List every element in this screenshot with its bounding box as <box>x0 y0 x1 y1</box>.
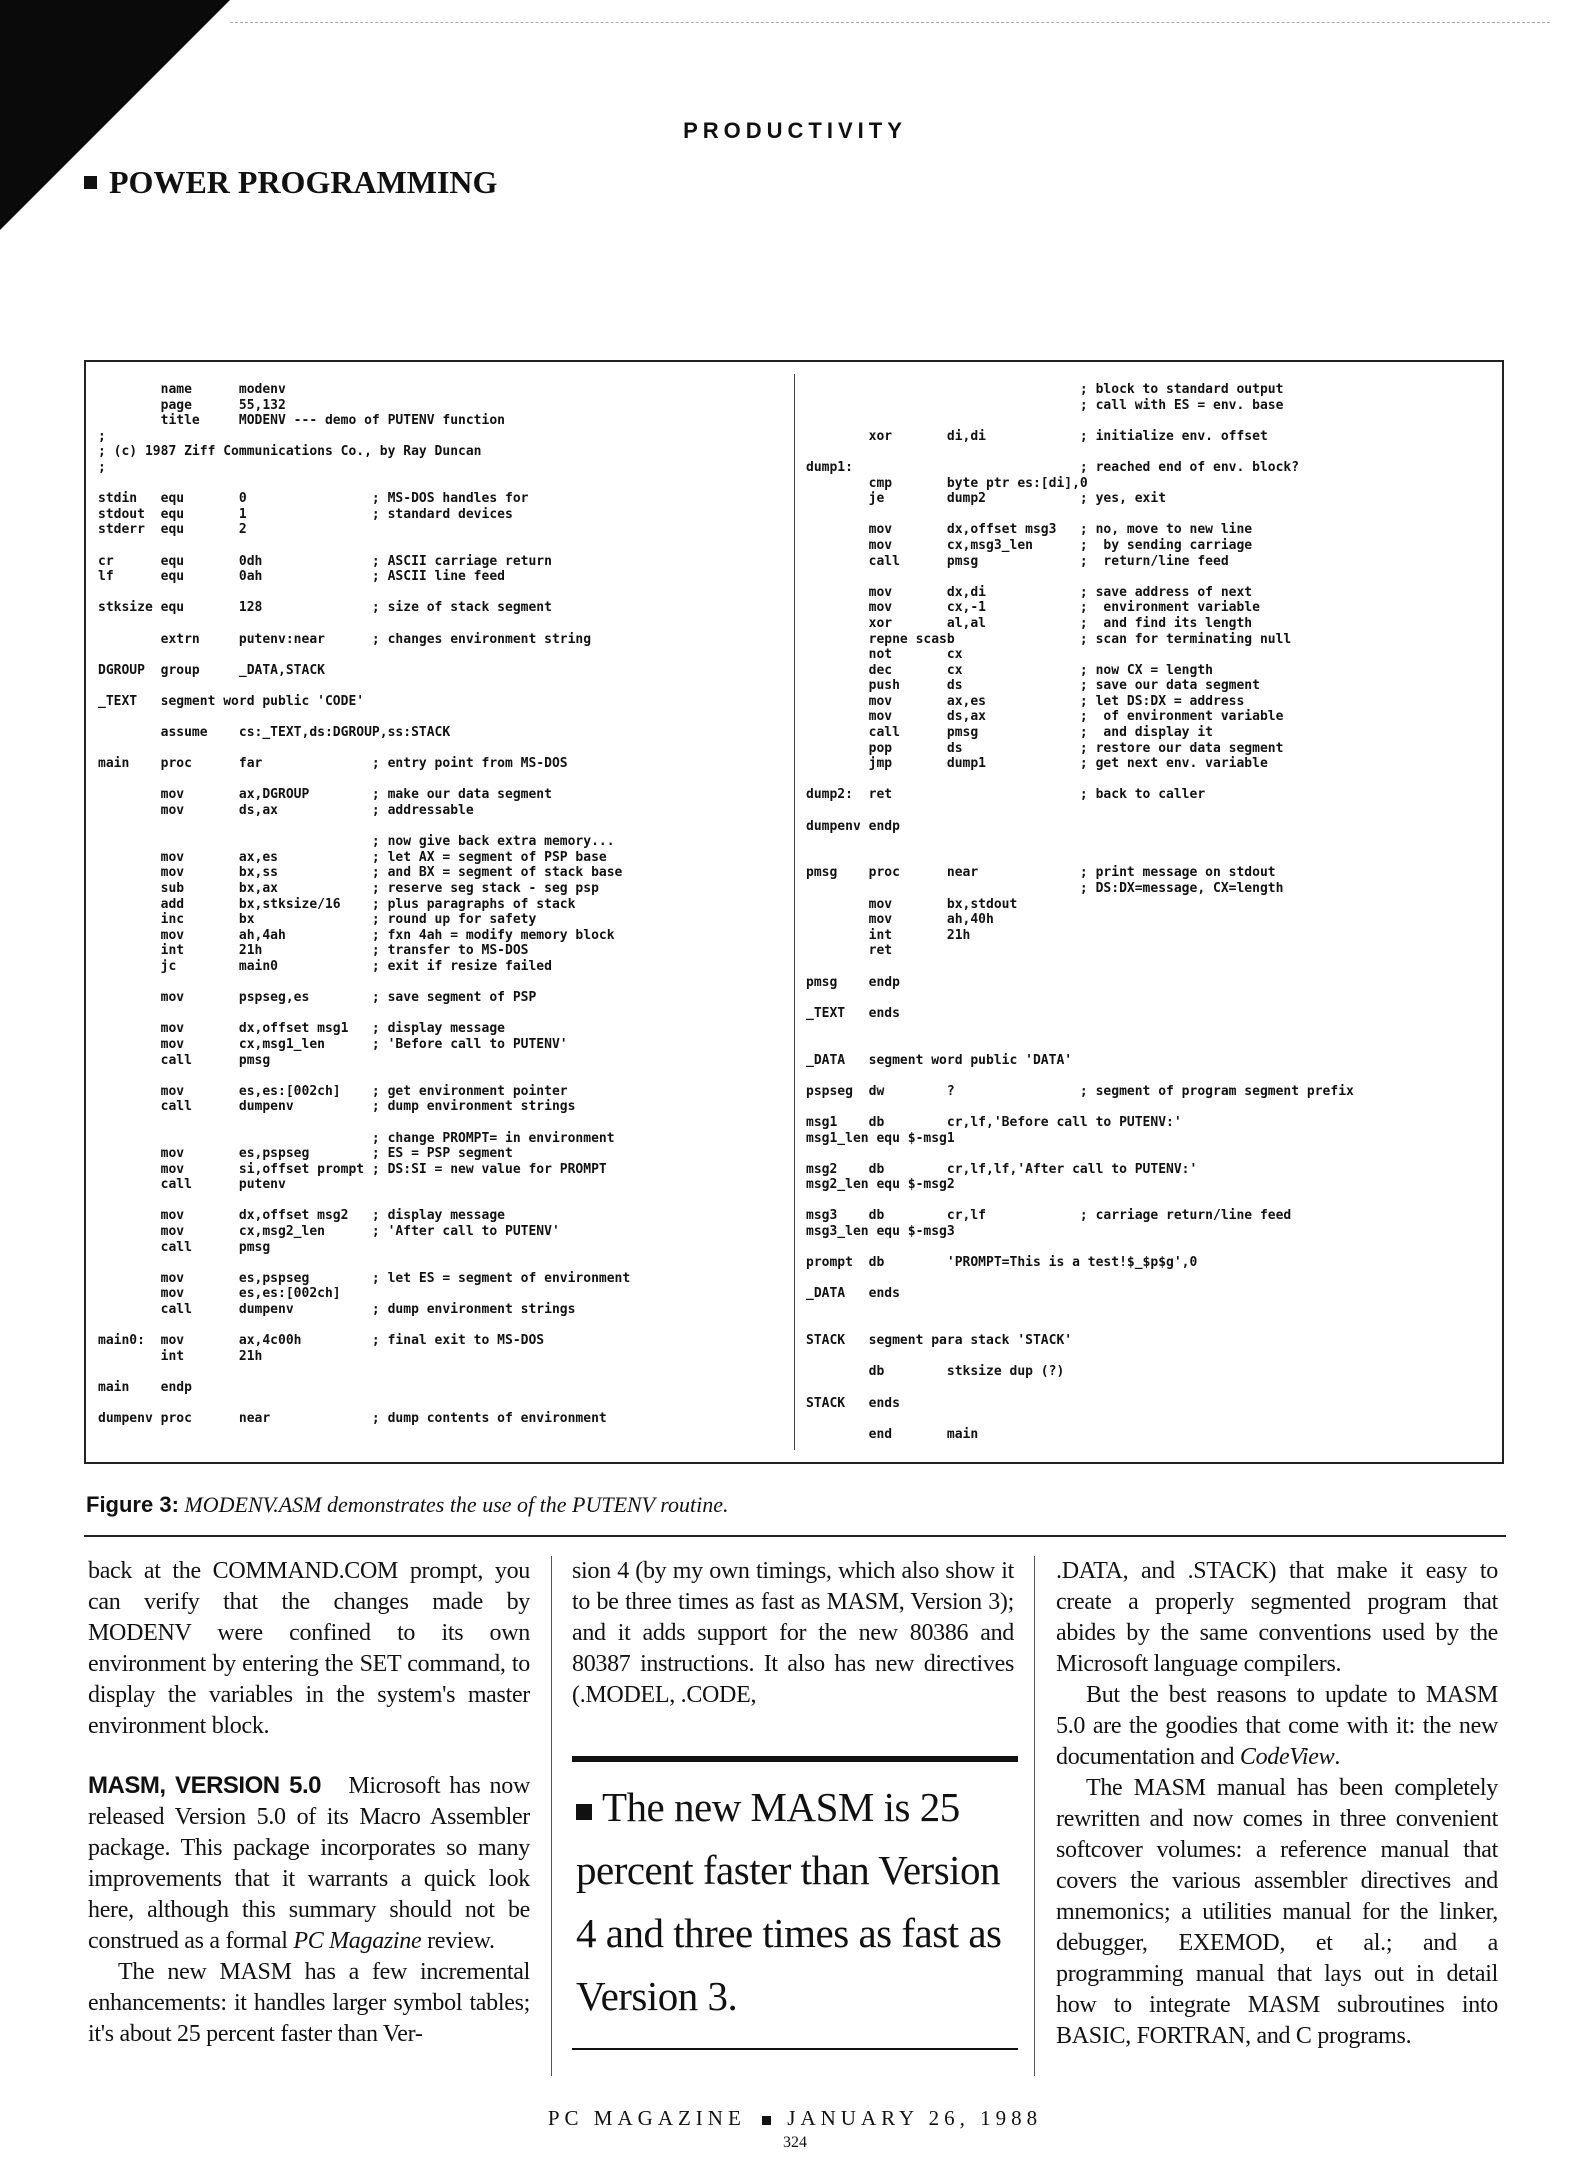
subhead: MASM, VERSION 5.0 <box>88 1772 322 1799</box>
publication-name: PC Magazine <box>293 1928 422 1954</box>
product-name: CodeView <box>1239 1744 1335 1770</box>
column-rule <box>551 1556 552 2076</box>
paragraph: .DATA, and .STACK) that make it easy to create a properly segmented program that abides by the same conventions used by the Microsoft language compilers. <box>1056 1558 1498 1677</box>
issue-date: JANUARY 26, 1988 <box>787 2106 1043 2130</box>
paragraph: sion 4 (by my own timings, which also show it to be three times as fast as MASM, Version 3); and it adds support for the new 80386 and 80387 instructions. It also has new directives (.MODEL, .CODE, <box>572 1558 1014 1708</box>
bullet-square-icon <box>576 1804 592 1820</box>
paragraph: The MASM manual has been completely rewritten and now comes in three convenient softcover volumes: a reference manual that covers the various assembler directives and mnemonics; a utilities manual for the linker, debugger, EXEMOD, et al.; and a programming manual that lays out in detail how to integrate MASM subroutines into BASIC, FORTRAN, and C programs. <box>1056 1775 1498 2049</box>
body-column-1 <box>88 1556 530 2050</box>
bullet-square-icon <box>762 2116 771 2125</box>
bullet-square-icon <box>84 176 97 189</box>
code-listing-figure <box>84 360 1504 1464</box>
magazine-name: PC MAGAZINE <box>547 2106 746 2130</box>
paragraph-text: Microsoft has now released Version 5.0 of its Macro Assembler package. This package incorporates so many improvements that it warrants a quick look here, although this summary should not be construed as a formal <box>88 1773 530 1954</box>
paragraph <box>88 1770 530 1957</box>
pull-quote <box>572 1756 1018 2050</box>
paragraph-text: But the best reasons to update to MASM 5.0 are the goodies that come with it: the new documentation and <box>1056 1682 1498 1770</box>
caption-text: MODENV.ASM demonstrates the use of the PUTENV routine. <box>184 1492 729 1517</box>
caption-lead: Figure 3: <box>86 1492 179 1517</box>
body-column-2 <box>572 1556 1014 1711</box>
pull-quote-text <box>572 1776 1018 2028</box>
paragraph-text: . <box>1334 1744 1341 1770</box>
paragraph <box>1056 1680 1498 1773</box>
column-title <box>84 164 497 201</box>
code-listing-left: name modenv page 55,132 title MODENV --- demo of PUTENV function ; ; (c) 1987 Ziff Communications Co., by Ray Duncan ; stdin equ 0 ; MS-DOS handles for stdout equ 1 ; standard devices stderr equ 2 cr equ 0dh ; ASCII carriage return lf equ 0ah ; ASCII line feed stksize equ 128 ; size of stack segment extrn putenv:near ; changes environment string DGROUP group _DATA,STACK _TEXT segment word public 'CODE' assume cs:_TEXT,ds:DGROUP,ss:STACK main proc far ; entry point from MS-DOS mov ax,DGROUP ; make our data segment mov ds,ax ; addressable ; now give back extra memory... mov ax,es ; let AX = segment of PSP base mov bx,ss ; and BX = segment of stack base sub bx,ax ; reserve seg stack - seg psp add bx,stksize/16 ; plus paragraphs of stack inc bx ; round up for safety mov ah,4ah ; fxn 4ah = modify memory block int 21h ; transfer to MS-DOS jc main0 ; exit if resize failed mov pspseg,es ; save segment of PSP mov dx,offset msg1 ; display message mov cx,msg1_len ; 'Before call to PUTENV' call pmsg mov es,es:[002ch] ; get environment pointer call dumpenv ; dump environment strings ; change PROMPT= in environment mov es,pspseg ; ES = PSP segment mov si,offset prompt ; DS:SI = new value for PROMPT call putenv mov dx,offset msg2 ; display message mov cx,msg2_len ; 'After call to PUTENV' call pmsg mov es,pspseg ; let ES = segment of environment mov es,es:[002ch] call dumpenv ; dump environment strings main0: mov ax,4c00h ; final exit to MS-DOS int 21h main endp dumpenv proc near ; dump contents of environment <box>98 382 631 1427</box>
paragraph-text: review. <box>427 1928 495 1954</box>
pull-quote-body: The new MASM is 25 percent faster than Version 4 and three times as fast as Version 3. <box>576 1784 1002 2019</box>
body-column-3 <box>1056 1556 1498 2052</box>
caption-rule <box>84 1535 1506 1537</box>
page-footer <box>0 2106 1590 2131</box>
listing-divider <box>794 374 795 1450</box>
column-title-text: POWER PROGRAMMING <box>109 164 498 200</box>
paragraph: back at the COMMAND.COM prompt, you can verify that the changes made by MODENV were confined to its own environment by entering the SET command, to display the variables in the system's master environment block. <box>88 1558 530 1739</box>
code-listing-right: ; block to standard output ; call with ES = env. base xor di,di ; initialize env. offset dump1: ; reached end of env. block? cmp byte ptr es:[di],0 je dump2 ; yes, exit mov dx,offset msg3 ; no, move to new line mov cx,msg3_len ; by sending carriage call pmsg ; return/line feed mov dx,di ; save address of next mov cx,-1 ; environment variable xor al,al ; and find its length repne scasb ; scan for terminating null not cx dec cx ; now CX = length push ds ; save our data segment mov ax,es ; let DS:DX = address mov ds,ax ; of environment variable call pmsg ; and display it pop ds ; restore our data segment jmp dump1 ; get next env. variable dump2: ret ; back to caller dumpenv endp pmsg proc near ; print message on stdout ; DS:DX=message, CX=length mov bx,stdout mov ah,40h int 21h ret pmsg endp _TEXT ends _DATA segment word public 'DATA' pspseg dw ? ; segment of program segment prefix msg1 db cr,lf,'Before call to PUTENV:' msg1_len equ $-msg1 msg2 db cr,lf,lf,'After call to PUTENV:' msg2_len equ $-msg2 msg3 db cr,lf ; carriage return/line feed msg3_len equ $-msg3 prompt db 'PROMPT=This is a test!$_$p$g',0 _DATA ends STACK segment para stack 'STACK' db stksize dup (?) STACK ends end main <box>806 382 1354 1442</box>
figure-caption <box>86 1492 728 1518</box>
column-rule <box>1034 1556 1035 2076</box>
paragraph: The new MASM has a few incremental enhancements: it handles larger symbol tables; it's about 25 percent faster than Ver- <box>88 1959 530 2047</box>
top-rule <box>230 22 1550 23</box>
page-number: 324 <box>783 2134 807 2151</box>
section-label: PRODUCTIVITY <box>683 118 907 143</box>
